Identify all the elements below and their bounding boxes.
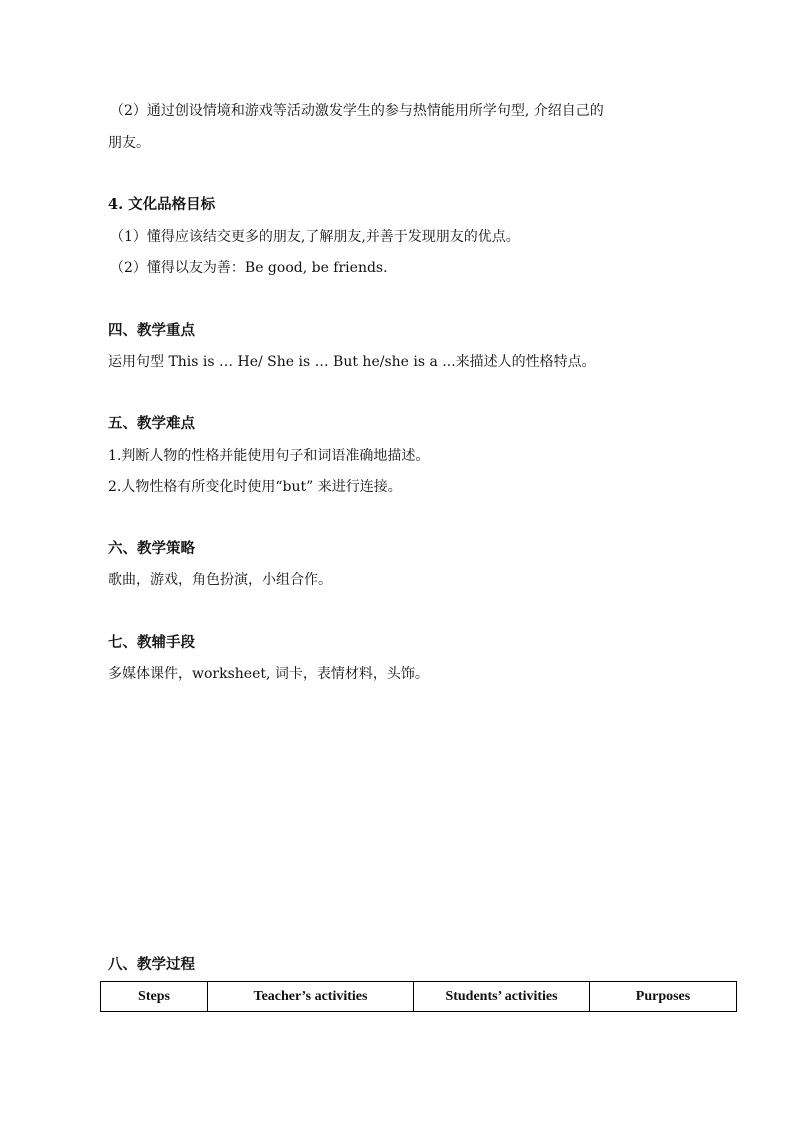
- teaching-process-heading: 八、教学过程: [108, 956, 195, 973]
- teaching-strategy-heading: 六、教学策略: [108, 540, 195, 557]
- table-header-row: [101, 982, 737, 1012]
- skills-objective-item-2-line-1: （2）通过创设情境和游戏等活动激发学生的参与热情能用所学句型, 介绍自己的: [110, 103, 604, 119]
- difficult-points-item-2: 2.人物性格有所变化时使用“but” 来进行连接。: [108, 479, 402, 495]
- header-steps: Steps: [101, 982, 208, 1012]
- teaching-process-table: [100, 981, 737, 1012]
- culture-objective-item-1: （1）懂得应该结交更多的朋友,了解朋友,并善于发现朋友的优点。: [110, 229, 520, 245]
- difficult-points-item-1: 1.判断人物的性格并能使用句子和词语准确地描述。: [108, 448, 430, 464]
- header-purposes: Purposes: [590, 982, 737, 1012]
- culture-objective-heading: 4. 文化品格目标: [108, 196, 216, 213]
- header-student-activities: Students’ activities: [414, 982, 590, 1012]
- key-points-heading: 四、教学重点: [108, 322, 195, 339]
- teaching-aids-text: 多媒体课件，worksheet, 词卡，表情材料，头饰。: [108, 666, 429, 682]
- teaching-strategy-text: 歌曲，游戏，角色扮演，小组合作。: [108, 572, 332, 588]
- skills-objective-item-2-line-2: 朋友。: [108, 135, 150, 151]
- difficult-points-heading: 五、教学难点: [108, 415, 195, 432]
- header-teacher-activities: Teacher’s activities: [208, 982, 414, 1012]
- key-points-text: 运用句型 This is … He/ She is … But he/she is a ...来描述人的性格特点。: [108, 354, 596, 370]
- teaching-aids-heading: 七、教辅手段: [108, 634, 195, 651]
- culture-objective-item-2: （2）懂得以友为善：Be good, be friends.: [110, 260, 388, 276]
